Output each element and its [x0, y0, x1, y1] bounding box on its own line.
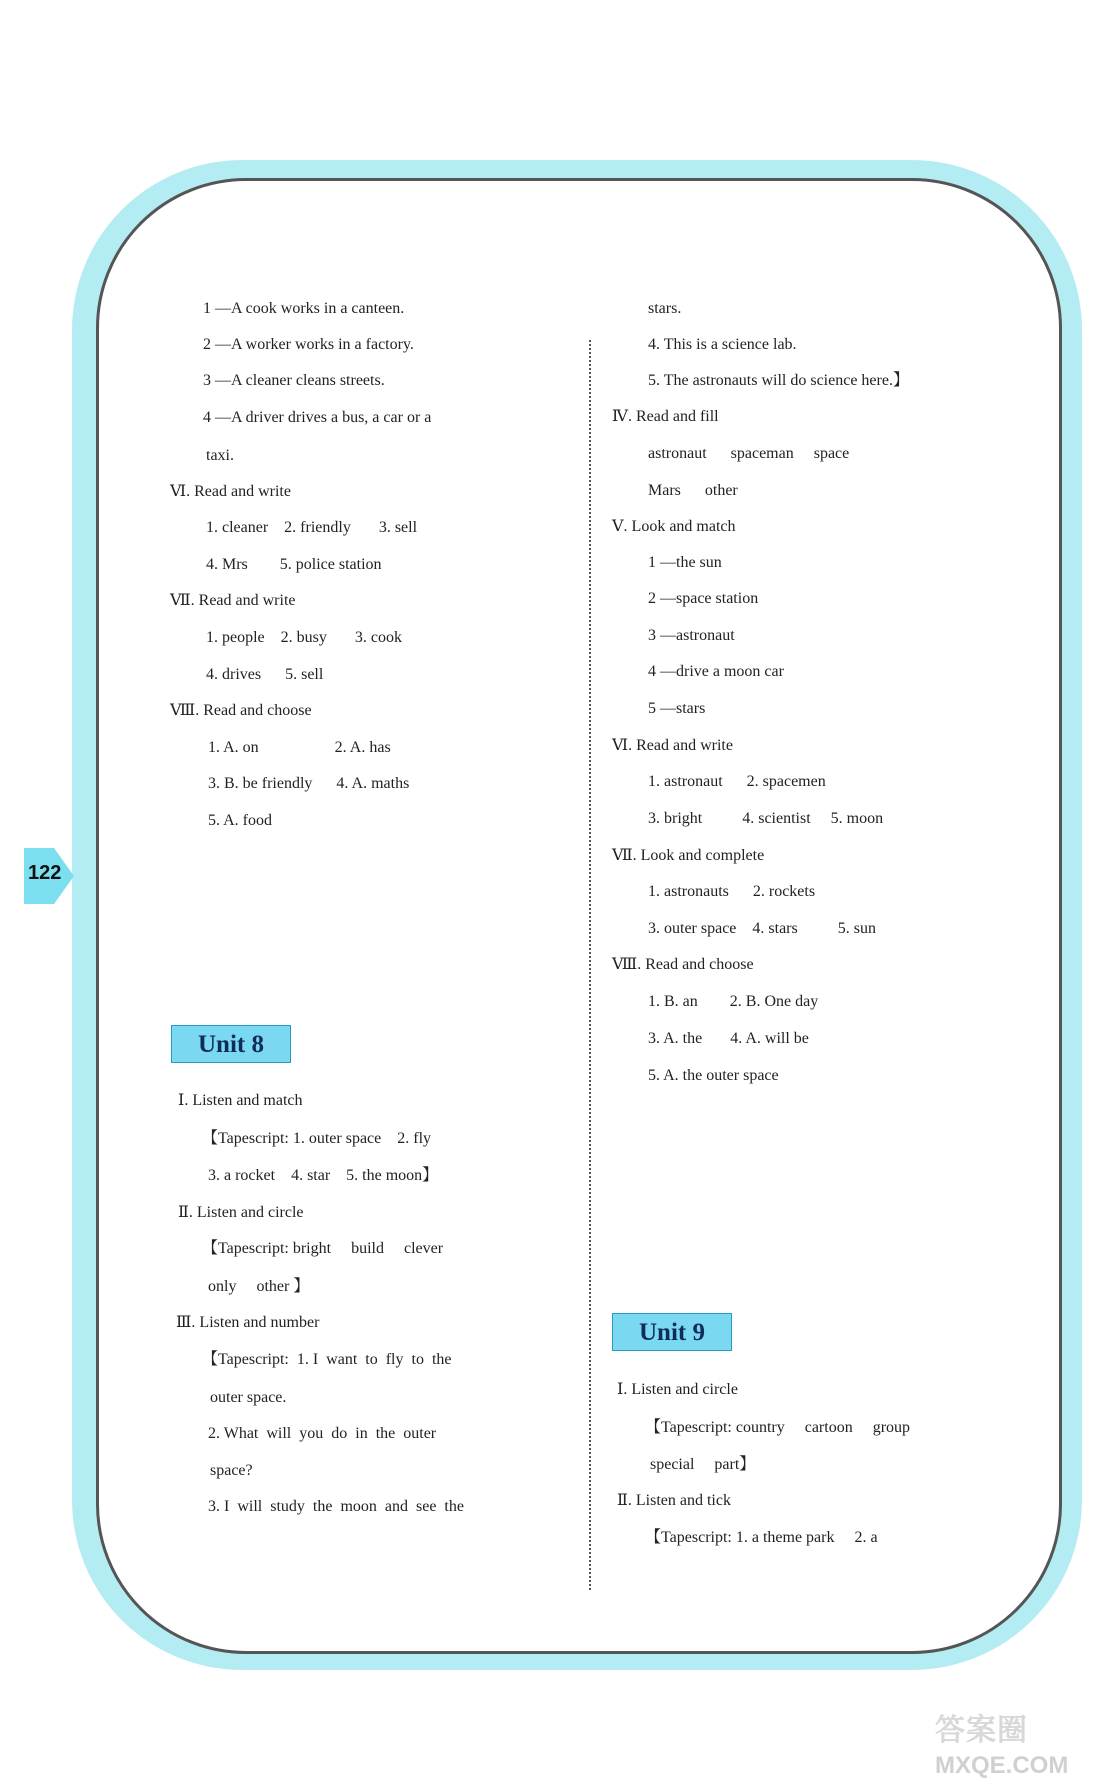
answer-line: 4. drives 5. sell: [206, 666, 324, 683]
answer-line: 5 —stars: [648, 700, 706, 717]
unit-9-label: Unit 9: [612, 1313, 732, 1351]
answer-line: 3 —astronaut: [648, 627, 735, 644]
answer-line: astronaut spaceman space: [648, 445, 850, 462]
answer-line: 1. B. an 2. B. One day: [648, 993, 819, 1010]
answer-line: 2. What will you do in the outer: [208, 1425, 437, 1442]
answer-line: 3. bright 4. scientist 5. moon: [648, 810, 884, 827]
answer-line: 1 —the sun: [648, 554, 722, 571]
answer-line: Mars other: [648, 482, 738, 499]
answer-line: only other 】: [208, 1278, 310, 1295]
section-heading: Ⅱ. Listen and tick: [617, 1492, 731, 1509]
watermark-url: MXQE.COM: [935, 1752, 1069, 1779]
answer-line: 4. Mrs 5. police station: [206, 556, 382, 573]
answer-line: 3. I will study the moon and see the: [208, 1498, 464, 1515]
section-heading: Ⅱ. Listen and circle: [178, 1204, 304, 1221]
section-heading: Ⅵ. Read and write: [170, 483, 291, 500]
answer-line: 【Tapescript: bright build clever: [202, 1240, 444, 1257]
section-heading: Ⅵ. Read and write: [612, 737, 733, 754]
answer-line: 2 —A worker works in a factory.: [203, 336, 414, 353]
answer-line: 3. outer space 4. stars 5. sun: [648, 920, 876, 937]
answer-line: 1. A. on 2. A. has: [208, 739, 391, 756]
section-heading: Ⅰ. Listen and circle: [617, 1381, 738, 1398]
answer-line: 4 —drive a moon car: [648, 663, 784, 680]
answer-line: 2 —space station: [648, 590, 759, 607]
answer-line: 3. A. the 4. A. will be: [648, 1030, 809, 1047]
answer-line: 1 —A cook works in a canteen.: [203, 300, 405, 317]
column-divider: [589, 340, 591, 1590]
answer-line: space?: [210, 1462, 253, 1479]
answer-line: 3. a rocket 4. star 5. the moon】: [208, 1167, 439, 1184]
answer-line: 1. people 2. busy 3. cook: [206, 629, 402, 646]
section-heading: Ⅷ. Read and choose: [612, 956, 754, 973]
answer-line: taxi.: [206, 447, 234, 464]
answer-line: stars.: [648, 300, 682, 317]
section-heading: Ⅶ. Look and complete: [612, 847, 765, 864]
answer-line: 【Tapescript: 1. a theme park 2. a: [645, 1529, 878, 1546]
answer-line: 3 —A cleaner cleans streets.: [203, 372, 385, 389]
answer-line: 3. B. be friendly 4. A. maths: [208, 775, 410, 792]
answer-line: 【Tapescript: 1. I want to fly to the: [202, 1351, 452, 1368]
answer-line: 1. astronaut 2. spacemen: [648, 773, 826, 790]
page-number: 122: [28, 862, 62, 884]
answer-line: 5. The astronauts will do science here.】: [648, 372, 909, 389]
answer-line: 5. A. the outer space: [648, 1067, 779, 1084]
answer-line: 1. astronauts 2. rockets: [648, 883, 816, 900]
answer-line: 【Tapescript: country cartoon group: [645, 1419, 911, 1436]
answer-line: 【Tapescript: 1. outer space 2. fly: [202, 1130, 432, 1147]
section-heading: Ⅶ. Read and write: [170, 592, 296, 609]
watermark-logo: 答案圈: [935, 1714, 1028, 1747]
section-heading: Ⅳ. Read and fill: [612, 408, 719, 425]
section-heading: Ⅷ. Read and choose: [170, 702, 312, 719]
answer-line: 4 —A driver drives a bus, a car or a: [203, 409, 432, 426]
section-heading: Ⅰ. Listen and match: [178, 1092, 303, 1109]
answer-line: outer space.: [210, 1389, 287, 1406]
unit-8-label: Unit 8: [171, 1025, 291, 1063]
answer-line: special part】: [650, 1456, 756, 1473]
answer-line: 1. cleaner 2. friendly 3. sell: [206, 519, 418, 536]
answer-line: 5. A. food: [208, 812, 272, 829]
answer-line: 4. This is a science lab.: [648, 336, 797, 353]
section-heading: Ⅲ. Listen and number: [176, 1314, 320, 1331]
section-heading: Ⅴ. Look and match: [612, 518, 736, 535]
